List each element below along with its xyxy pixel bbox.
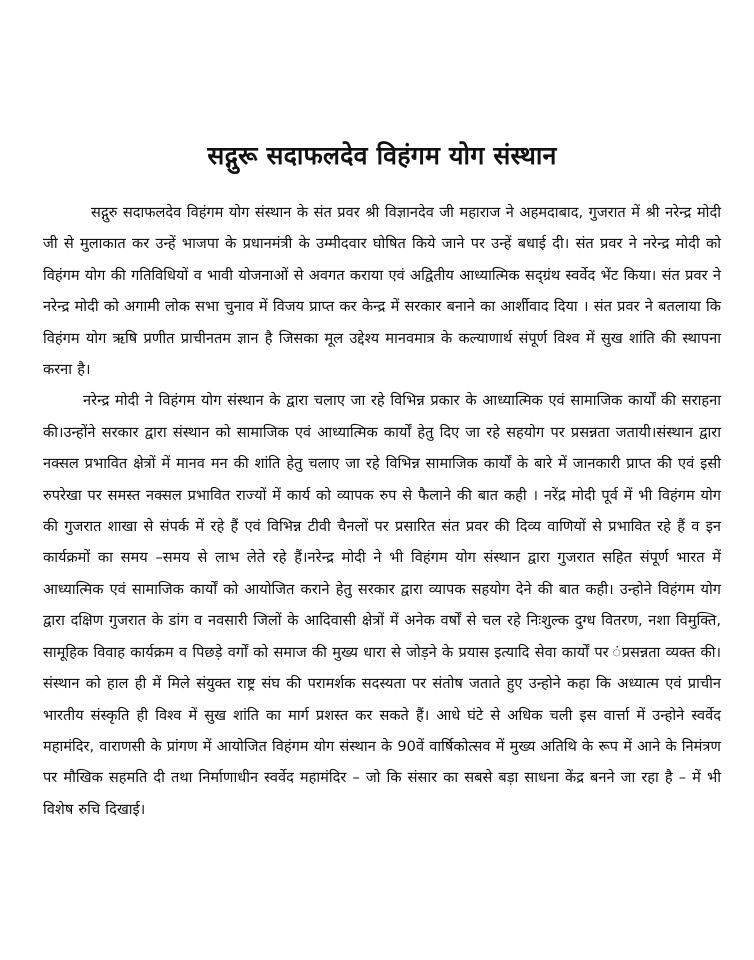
document-body: [43, 197, 721, 825]
document-title: सद्गुरू सदाफलदेव विहंगम योग संस्थान: [207, 141, 557, 170]
paragraph-2: नरेन्द्र मोदी ने विहंगम योग संस्थान के द्वारा चलाए जा रहे विभिन्न प्रकार के आध्यात्मिक एवं सामाजिक कार्यों की सराहना की।उन्होंने सरकार द्वारा संस्थान को सामाजिक एवं आध्यात्मिक कार्यों हेतु दिए जा रहे सहयोग पर प्रसन्नता जतायी।संस्थान द्वारा नक्सल प्रभावित क्षेत्रों में मानव मन की शांति हेतु चलाए जा रहे विभिन्न सामाजिक कार्यों के बारे में जानकारी प्राप्त की एवं इसी रुपरेखा पर समस्त नक्सल प्रभावित राज्यों में कार्य को व्यापक रुप से फैलाने की बात कही । नरेंद्र मोदी पूर्व में भी विहंगम योग की गुजरात शाखा से संपर्क में रहे हैं एवं विभिन्न टीवी चैनलों पर प्रसारित संत प्रवर की दिव्य वाणियों से प्रभावित रहे हैं व इन कार्यक्रमों का समय –समय से लाभ लेते रहे हैं।नरेन्द्र मोदी ने भी विहंगम योग संस्थान द्वारा गुजरात सहित संपूर्ण भारत में आध्यात्मिक एवं सामाजिक कार्यों को आयोजित कराने हेतु सरकार द्वारा व्यापक सहयोग देने की बात कही। उन्होने विहंगम योग द्वारा दक्षिण गुजरात के डांग व नवसारी जिलों के आदिवासी क्षेत्रों में अनेक वर्षों से चल रहे निःशुल्क दुग्ध वितरण, नशा विमुक्ति, सामूहिक विवाह कार्यक्रम व पिछड़े वर्गों को समाज की मुख्य धारा से जोड़ने के प्रयास इत्यादि सेवा कार्यों पर ंप्रसन्नता व्यक्त की। संस्थान को हाल ही में मिले संयुक्त राष्ट्र संघ की परामर्शक सदस्यता पर संतोष जताते हुए उन्होने कहा कि अध्यात्म एवं प्राचीन भारतीय संस्कृति ही विश्व में सुख शांति का मार्ग प्रशस्त कर सकते हैं। आधे घंटे से अधिक चली इस वार्त्ता में उन्होने स्वर्वेद महामंदिर, वाराणसी के प्रांगण में आयोजित विहंगम योग संस्थान के 90वें वार्षिकोत्सव में मुख्य अतिथि के रूप में आने के निमंत्रण पर मौखिक सहमति दी तथा निर्माणाधीन स्वर्वेद महामंदिर – जो कि संसार का सबसे बड़ा साधना केंद्र बनने जा रहा है – में भी विशेष रुचि दिखाई।: [43, 392, 722, 818]
paragraph-1: सद्गुरु सदाफलदेव विहंगम योग संस्थान के संत प्रवर श्री विज्ञानदेव जी महाराज ने अहमदाबाद, गुजरात में श्री नरेन्द्र मोदी जी से मुलाकात कर उन्हें भाजपा के प्रधानमंत्री के उम्मीदवार घोषित किये जाने पर उन्हें बधाई दी। संत प्रवर ने नरेन्द्र मोदी को विहंगम योग की गतिविधियों व भावी योजनाओं से अवगत कराया एवं अद्वितीय आध्यात्मिक सद्ग्रंथ स्वर्वेद भेंट किया। संत प्रवर ने नरेन्द्र मोदी को अगामी लोक सभा चुनाव में विजय प्राप्त कर केन्द्र में सरकार बनाने का आर्शीवाद दिया । संत प्रवर ने बतलाया कि विहंगम योग ऋषि प्रणीत प्राचीनतम ज्ञान है जिसका मूल उद्देश्य मानवमात्र के कल्याणार्थ संपूर्ण विश्व में सुख शांति की स्थापना करना है।: [43, 204, 721, 379]
